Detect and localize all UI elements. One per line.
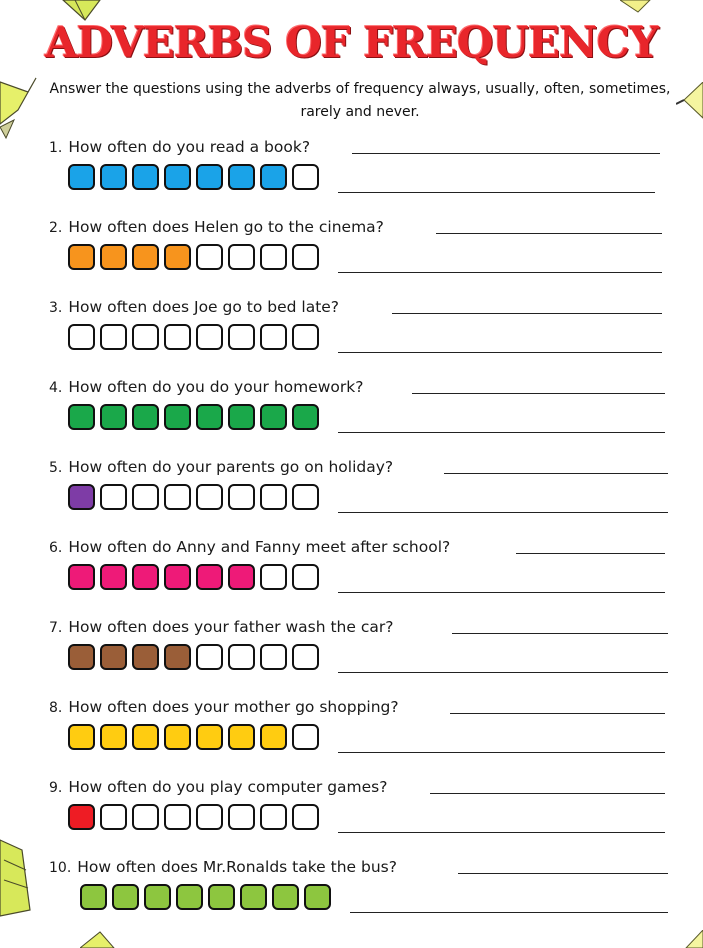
question-line: [49, 696, 399, 716]
question-number: 6.: [49, 540, 63, 556]
frequency-box-filled: [292, 404, 319, 430]
frequency-box-filled: [176, 884, 203, 910]
question-line: [49, 776, 388, 796]
frequency-box-empty: [132, 484, 159, 510]
frequency-box-empty: [100, 484, 127, 510]
answer-blank-line[interactable]: [392, 313, 662, 314]
frequency-box-filled: [196, 724, 223, 750]
frequency-scale: [68, 404, 324, 430]
frequency-scale: [68, 644, 324, 670]
frequency-box-filled: [196, 564, 223, 590]
answer-blank-line[interactable]: [338, 512, 668, 513]
question-3: [0, 296, 703, 376]
question-line: [49, 136, 310, 156]
answer-blank-line[interactable]: [444, 473, 668, 474]
frequency-scale: [68, 724, 324, 750]
frequency-box-filled: [68, 164, 95, 190]
frequency-box-empty: [100, 324, 127, 350]
question-text: How often do Anny and Fanny meet after school?: [68, 538, 451, 556]
frequency-box-filled: [240, 884, 267, 910]
frequency-box-filled: [68, 644, 95, 670]
question-9: [0, 776, 703, 856]
frequency-box-filled: [164, 404, 191, 430]
question-line: [49, 536, 450, 556]
answer-blank-line[interactable]: [338, 352, 662, 353]
answer-blank-line[interactable]: [436, 233, 662, 234]
frequency-scale: [68, 164, 324, 190]
frequency-box-filled: [68, 484, 95, 510]
instructions: Answer the questions using the adverbs of frequency always, usually, often, sometimes, rarely and never.: [49, 81, 671, 120]
frequency-box-empty: [260, 244, 287, 270]
frequency-box-filled: [100, 164, 127, 190]
question-line: [49, 456, 393, 476]
frequency-box-empty: [132, 324, 159, 350]
question-text: How often do your parents go on holiday?: [68, 458, 394, 476]
answer-blank-line[interactable]: [338, 432, 665, 433]
question-line: [49, 856, 397, 876]
frequency-box-filled: [164, 644, 191, 670]
answer-blank-line[interactable]: [452, 633, 668, 634]
question-number: 8.: [49, 700, 63, 716]
question-number: 10.: [49, 860, 72, 876]
question-2: [0, 216, 703, 296]
frequency-box-empty: [260, 324, 287, 350]
question-text: How often does Mr.Ronalds take the bus?: [77, 858, 397, 876]
frequency-box-empty: [196, 244, 223, 270]
frequency-box-filled: [132, 244, 159, 270]
question-number: 9.: [49, 780, 63, 796]
frequency-box-filled: [228, 724, 255, 750]
answer-blank-line[interactable]: [338, 272, 662, 273]
question-text: How often does Joe go to bed late?: [68, 298, 340, 316]
frequency-scale: [68, 804, 324, 830]
frequency-box-empty: [228, 244, 255, 270]
answer-blank-line[interactable]: [338, 592, 665, 593]
frequency-box-empty: [260, 804, 287, 830]
frequency-box-empty: [164, 484, 191, 510]
frequency-box-filled: [132, 564, 159, 590]
pencil-right-icon: [676, 82, 703, 122]
frequency-box-filled: [68, 724, 95, 750]
question-1: [0, 136, 703, 216]
question-6: [0, 536, 703, 616]
question-number: 3.: [49, 300, 63, 316]
answer-blank-line[interactable]: [352, 153, 660, 154]
answer-blank-line[interactable]: [338, 192, 655, 193]
answer-blank-line[interactable]: [338, 672, 668, 673]
frequency-box-filled: [68, 404, 95, 430]
question-line: [49, 216, 384, 236]
question-text: How often do you do your homework?: [68, 378, 364, 396]
frequency-box-empty: [164, 804, 191, 830]
frequency-box-filled: [228, 164, 255, 190]
frequency-box-filled: [100, 724, 127, 750]
question-text: How often do you play computer games?: [68, 778, 388, 796]
answer-blank-line[interactable]: [458, 873, 668, 874]
frequency-box-filled: [260, 164, 287, 190]
question-number: 4.: [49, 380, 63, 396]
frequency-box-filled: [260, 724, 287, 750]
frequency-scale: [68, 244, 324, 270]
frequency-box-empty: [196, 484, 223, 510]
question-number: 5.: [49, 460, 63, 476]
question-4: [0, 376, 703, 456]
answer-blank-line[interactable]: [450, 713, 665, 714]
frequency-box-filled: [100, 404, 127, 430]
frequency-box-filled: [144, 884, 171, 910]
frequency-box-filled: [164, 164, 191, 190]
answer-blank-line[interactable]: [338, 832, 665, 833]
frequency-box-filled: [132, 644, 159, 670]
question-5: [0, 456, 703, 536]
question-text: How often does Helen go to the cinema?: [68, 218, 384, 236]
frequency-box-empty: [292, 564, 319, 590]
frequency-box-filled: [164, 724, 191, 750]
frequency-scale: [68, 484, 324, 510]
frequency-box-empty: [196, 804, 223, 830]
question-line: [49, 376, 364, 396]
frequency-box-empty: [100, 804, 127, 830]
frequency-box-filled: [68, 804, 95, 830]
frequency-box-empty: [260, 484, 287, 510]
question-number: 1.: [49, 140, 63, 156]
frequency-box-filled: [164, 564, 191, 590]
answer-blank-line[interactable]: [338, 752, 665, 753]
question-7: [0, 616, 703, 696]
question-line: [49, 616, 393, 636]
question-text: How often do you read a book?: [68, 138, 311, 156]
frequency-box-filled: [112, 884, 139, 910]
frequency-box-filled: [304, 884, 331, 910]
question-10: [0, 856, 703, 936]
frequency-box-filled: [68, 564, 95, 590]
frequency-box-filled: [132, 724, 159, 750]
frequency-box-filled: [228, 404, 255, 430]
frequency-box-filled: [80, 884, 107, 910]
frequency-box-filled: [68, 244, 95, 270]
frequency-scale: [68, 324, 324, 350]
frequency-box-empty: [68, 324, 95, 350]
frequency-box-empty: [164, 324, 191, 350]
pencil-top-right-icon: [620, 0, 660, 14]
worksheet-title: ADVERBS OF FREQUENCY: [44, 18, 658, 67]
frequency-box-filled: [196, 164, 223, 190]
answer-blank-line[interactable]: [412, 393, 665, 394]
question-number: 2.: [49, 220, 63, 236]
frequency-box-filled: [100, 644, 127, 670]
pencil-left-icon: [0, 72, 40, 142]
frequency-box-empty: [228, 484, 255, 510]
frequency-box-empty: [228, 324, 255, 350]
answer-blank-line[interactable]: [350, 912, 668, 913]
frequency-box-filled: [100, 564, 127, 590]
frequency-box-empty: [228, 644, 255, 670]
question-text: How often does your mother go shopping?: [68, 698, 399, 716]
frequency-box-filled: [260, 404, 287, 430]
frequency-scale: [68, 564, 324, 590]
question-8: [0, 696, 703, 776]
frequency-box-empty: [260, 644, 287, 670]
frequency-box-filled: [132, 404, 159, 430]
frequency-box-filled: [196, 404, 223, 430]
answer-blank-line[interactable]: [430, 793, 665, 794]
frequency-box-empty: [292, 804, 319, 830]
answer-blank-line[interactable]: [516, 553, 665, 554]
question-number: 7.: [49, 620, 63, 636]
frequency-box-empty: [196, 324, 223, 350]
frequency-box-empty: [260, 564, 287, 590]
question-line: [49, 296, 339, 316]
question-text: How often does your father wash the car?: [68, 618, 394, 636]
frequency-box-filled: [132, 164, 159, 190]
frequency-box-empty: [228, 804, 255, 830]
frequency-box-empty: [196, 644, 223, 670]
frequency-box-filled: [208, 884, 235, 910]
frequency-box-empty: [292, 244, 319, 270]
frequency-box-empty: [292, 164, 319, 190]
frequency-box-filled: [100, 244, 127, 270]
frequency-box-empty: [292, 644, 319, 670]
frequency-box-filled: [164, 244, 191, 270]
frequency-box-empty: [132, 804, 159, 830]
frequency-box-filled: [272, 884, 299, 910]
frequency-box-filled: [228, 564, 255, 590]
frequency-scale: [80, 884, 336, 910]
frequency-box-empty: [292, 484, 319, 510]
frequency-box-empty: [292, 324, 319, 350]
frequency-box-empty: [292, 724, 319, 750]
